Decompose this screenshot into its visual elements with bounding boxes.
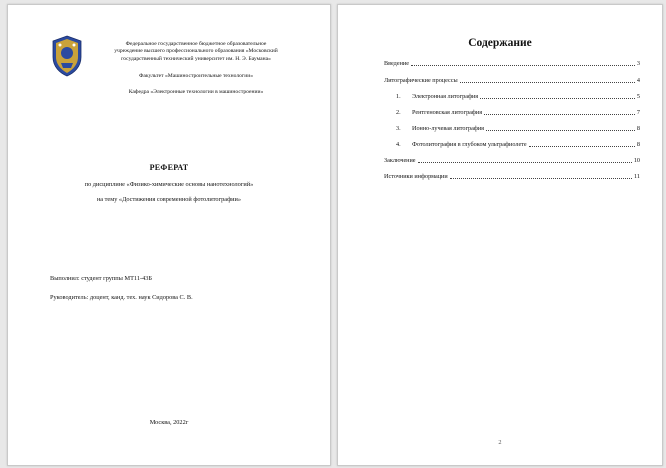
organization-line: учреждение высшего профессионального образования «Московский	[114, 48, 278, 55]
title-page	[7, 4, 331, 466]
faculty-name: Факультет «Машиностроительные технологии»	[139, 73, 253, 79]
organization-name	[86, 41, 306, 63]
toc-entry-label: Рентгеновская литография	[412, 109, 483, 116]
toc-entry[interactable]	[390, 108, 640, 117]
topic-line: на тему «Достижения современной фотолитографии»	[96, 196, 242, 203]
toc-entry-number: 4.	[396, 141, 401, 148]
toc-entry-page: 4	[636, 77, 640, 84]
toc-entry-page: 3	[636, 60, 640, 67]
department-name: Кафедра «Электронные технологии в машиностроении»	[128, 89, 264, 95]
toc-leader-dots	[529, 146, 635, 147]
toc-entry-page: 11	[634, 173, 640, 180]
toc-entry-label: Источники информации	[384, 173, 448, 180]
toc-leader-dots	[460, 82, 635, 83]
subject-line: по дисциплине «Физико-химические основы нанотехнологий»	[84, 181, 254, 188]
supervisor-line: Руководитель: доцент, канд. тех. наук Сидорова С. В.	[50, 294, 193, 301]
toc-entry-label: Заключение	[384, 157, 416, 164]
author-line: Выполнил: студент группы МТ11-43Б	[50, 275, 152, 282]
toc-entry[interactable]	[384, 59, 640, 68]
toc-leader-dots	[486, 130, 635, 131]
toc-entry[interactable]	[390, 92, 640, 101]
toc-entry[interactable]	[384, 76, 640, 85]
toc-entry[interactable]	[384, 172, 640, 181]
toc-entry-label: Электронная литография	[412, 93, 479, 100]
toc-entry-page: 8	[636, 141, 640, 148]
toc-entry-number: 2.	[396, 109, 401, 116]
toc-entry[interactable]	[390, 124, 640, 133]
toc-leader-dots	[418, 162, 632, 163]
toc-entry-page: 5	[636, 93, 640, 100]
toc-leader-dots	[411, 65, 635, 66]
university-emblem-icon	[50, 35, 84, 77]
toc-entry-page: 7	[636, 109, 640, 116]
toc-title: Содержание	[468, 37, 532, 49]
toc-entry-number: 1.	[396, 93, 401, 100]
toc-entry-page: 8	[636, 125, 640, 132]
toc-entry-label: Литографические процессы	[384, 77, 458, 84]
toc-entry-number: 3.	[396, 125, 401, 132]
city-year: Москва, 2022г	[149, 419, 189, 426]
toc-entry-label: Ионно-лучевая литография	[412, 125, 485, 132]
toc-entry[interactable]	[390, 140, 640, 149]
toc-leader-dots	[480, 98, 635, 99]
toc-entry-label: Введение	[384, 60, 409, 67]
toc-entry[interactable]	[384, 156, 640, 165]
organization-line: Федеральное государственное бюджетное образовательное	[125, 41, 267, 47]
toc-entry-page: 10	[633, 157, 640, 164]
toc-leader-dots	[450, 178, 632, 179]
toc-leader-dots	[484, 114, 635, 115]
document-title: РЕФЕРАТ	[149, 163, 189, 172]
organization-line: государственный технический университет им. Н. Э. Баумана»	[121, 55, 271, 62]
page-number: 2	[498, 439, 502, 446]
toc-entry-label: Фотолитография в глубоком ультрафиолете	[412, 141, 527, 148]
contents-page	[337, 4, 663, 466]
